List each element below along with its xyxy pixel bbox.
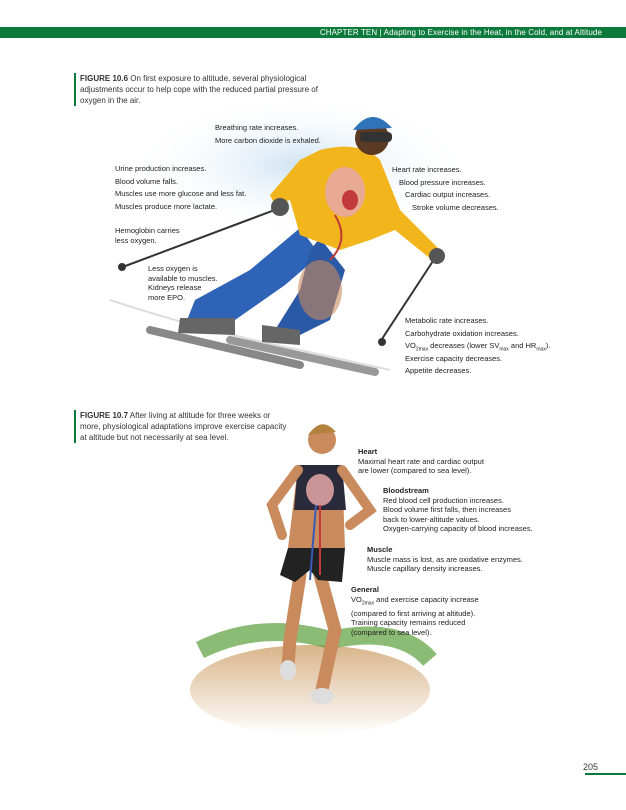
vo2-line: $VO_{2max}$ decreases (lower $SV_{max}$ and $HR_{max}$). xyxy=(405,341,551,353)
urine-line-1: Urine production increases. xyxy=(115,164,207,173)
metabolic-line-5: Appetite decreases. xyxy=(405,366,472,375)
heart-line-2: Blood pressure increases. xyxy=(399,177,486,187)
metabolic-line-1: Metabolic rate increases. xyxy=(405,316,489,325)
oxygen-line-3: Kidneys release xyxy=(148,283,202,292)
general-title: General xyxy=(351,585,379,594)
footer-rule xyxy=(585,773,626,775)
header-separator: | xyxy=(379,28,382,37)
general-line-4: (compared to sea level). xyxy=(351,627,432,637)
page-number: 205 xyxy=(582,762,598,772)
hemoglobin-line-2: less oxygen. xyxy=(115,235,157,245)
heart-line-1: Heart rate increases. xyxy=(392,165,462,174)
general-line-2: (compared to first arriving at altitude). xyxy=(351,608,476,618)
heart-line-3: Cardiac output increases. xyxy=(405,190,491,199)
figure-10-7-caption xyxy=(74,410,292,443)
runner-heart-title: Heart xyxy=(358,447,378,456)
figure-10-7-label: FIGURE 10.7 xyxy=(80,411,129,420)
runner-heart-annotation xyxy=(358,447,484,476)
urine-line-2: Blood volume falls. xyxy=(115,176,178,186)
urine-line-4: Muscles produce more lactate. xyxy=(115,201,218,211)
oxygen-line-2: available to muscles. xyxy=(148,273,218,283)
oxygen-line-4: more EPO. xyxy=(148,292,186,302)
bloodstream-line-2: Blood volume first falls, then increases xyxy=(383,505,511,514)
heart-annotation xyxy=(392,164,499,214)
breathing-line-2: More carbon dioxide is exhaled. xyxy=(215,135,321,145)
muscle-title: Muscle xyxy=(367,545,393,554)
hemoglobin-annotation xyxy=(115,226,180,245)
metabolic-annotation xyxy=(405,315,550,378)
runner-heart-line-2: are lower (compared to sea level). xyxy=(358,466,472,475)
bloodstream-annotation xyxy=(383,486,533,534)
muscle-line-1: Muscle mass is lost, as are oxidative enzymes. xyxy=(367,554,523,564)
urine-annotation xyxy=(115,163,246,213)
chapter-number: CHAPTER TEN xyxy=(319,28,378,37)
bloodstream-title: Bloodstream xyxy=(383,486,429,495)
heart-line-4: Stroke volume decreases. xyxy=(412,202,499,212)
breathing-annotation xyxy=(215,122,321,147)
figure-10-7-text: After living at altitude for three weeks or more, physiological adaptations improve exercise capacity at altitude but not necessarily at sea level. xyxy=(80,411,287,442)
bloodstream-line-3: back to lower-altitude values. xyxy=(383,514,480,524)
chapter-title: Adapting to Exercise in the Heat, in the Cold, and at Altitude xyxy=(383,28,602,37)
hemoglobin-line-1: Hemoglobin carries xyxy=(115,226,180,235)
general-line-1: $VO_{2max}$ and exercise capacity increase xyxy=(351,594,479,606)
bloodstream-line-4: Oxygen-carrying capacity of blood increases. xyxy=(383,524,533,533)
muscle-annotation xyxy=(367,545,523,574)
figure-10-6-text: On first exposure to altitude, several physiological adjustments occur to help cope with the reduced partial pressure of oxygen in the air. xyxy=(80,74,318,105)
general-line-3: Training capacity remains reduced xyxy=(351,618,466,627)
breathing-line-1: Breathing rate increases. xyxy=(215,123,299,132)
bloodstream-line-1: Red blood cell production increases. xyxy=(383,495,504,505)
figure-10-6-caption xyxy=(74,73,330,106)
metabolic-line-2: Carbohydrate oxidation increases. xyxy=(405,328,519,338)
oxygen-annotation xyxy=(148,264,218,302)
oxygen-line-1: Less oxygen is xyxy=(148,264,198,273)
figure-10-6-label: FIGURE 10.6 xyxy=(80,74,129,83)
urine-line-3: Muscles use more glucose and less fat. xyxy=(115,189,247,198)
metabolic-line-4: Exercise capacity decreases. xyxy=(405,353,503,363)
runner-heart-line-1: Maximal heart rate and cardiac output xyxy=(358,456,484,466)
muscle-line-2: Muscle capillary density increases. xyxy=(367,564,483,573)
general-annotation xyxy=(351,585,479,637)
